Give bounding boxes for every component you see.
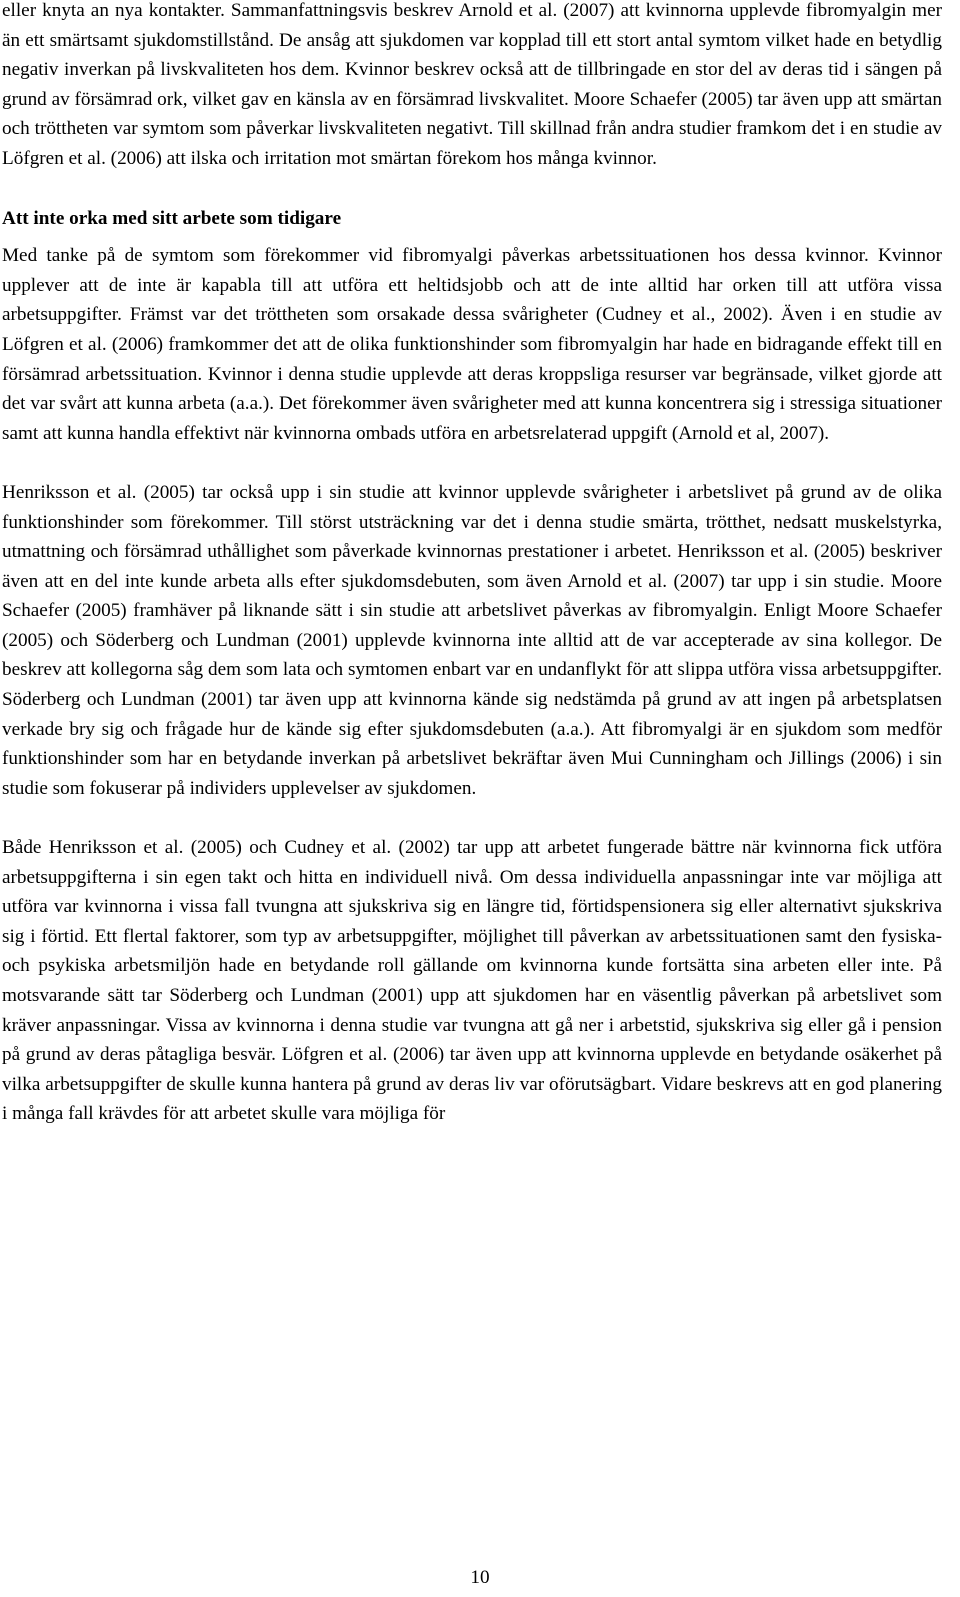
intro-paragraph: eller knyta an nya kontakter. Sammanfattningsvis beskrev Arnold et al. (2007) att kvinnorna upplevde fibromyalgin mer än ett smärtsamt sjukdomstillstånd. De ansåg att sjukdomen var kopplad till ett stort antal symtom vilket hade en betydlig negativ inverkan på livskvaliteten hos dem. Kvinnor beskrev också att de tillbringade en stor del av deras tid i sängen på grund av försämrad ork, vilket gav en känsla av en försämrad livskvalitet. Moore Schaefer (2005) tar även upp att smärtan och tröttheten var symtom som påverkar livskvaliteten negativt. Till skillnad från andra studier framkom det i en studie av Löfgren et al. (2006) att ilska och irritation mot smärtan förekom hos många kvinnor. (2, 0, 942, 169)
body-paragraph-1: Med tanke på de symtom som förekommer vid fibromyalgi påverkas arbetssituationen hos dessa kvinnor. Kvinnor upplever att de inte är kapabla till att utföra ett heltidsjobb och att de inte alltid har orken till att utföra vissa arbetsuppgifter. Främst var det tröttheten som orsakade dessa svårigheter (Cudney et al., 2002). Även i en studie av Löfgren et al. (2006) framkommer det att de olika funktionshinder som fibromyalgin har hade en bidragande effekt till en försämrad arbetssituation. Kvinnor i denna studie upplevde att deras kroppsliga resurser var begränsade, vilket gjorde att det var svårt att kunna arbeta (a.a.). Det förekommer även svårigheter med att kunna koncentrera sig i stressiga situationer samt att kunna handla effektivt när kvinnorna ombads utföra en arbetsrelaterad uppgift (Arnold et al, 2007). (2, 245, 942, 444)
section-heading: Att inte orka med sitt arbete som tidigare (2, 207, 342, 229)
page-number: 10 (470, 1567, 490, 1588)
body-paragraph-3: Både Henriksson et al. (2005) och Cudney et al. (2002) tar upp att arbetet fungerade bättre när kvinnorna fick utföra arbetsuppgifterna i sin egen takt och hitta en individuell nivå. Om dessa individuella anpassningar inte var möjliga att utföra var kvinnorna i vissa fall tvungna att sjukskriva sig en längre tid, förtidspensionera sig eller alternativt sjukskriva sig i förtid. Ett flertal faktorer, som typ av arbetsuppgifter, möjlighet till påverkan av arbetssituationen samt den fysiska- och psykiska arbetsmiljön hade en betydande roll gällande om kvinnorna kunde fortsätta sina arbeten eller inte. På motsvarande sätt tar Söderberg och Lundman (2001) upp att sjukdomen har en väsentlig påverkan på arbetslivet som kräver anpassningar. Vissa av kvinnorna i denna studie var tvungna att gå ner i arbetstid, sjukskriva sig eller gå i pension på grund av deras påtagliga besvär. Löfgren et al. (2006) tar även upp att kvinnorna upplevde en betydande osäkerhet på vilka arbetsuppgifter de skulle kunna hantera på grund av deras liv var oförutsägbart. Vidare beskrevs att en god planering i många fall krävdes för att arbetet skulle vara möjliga för (2, 837, 942, 1125)
document-body (2, 0, 942, 1129)
body-paragraph-2: Henriksson et al. (2005) tar också upp i sin studie att kvinnor upplevde svårigheter i arbetslivet på grund av de olika funktionshinder som förekommer. Till störst utsträckning var det i denna studie smärta, trötthet, nedsatt muskelstyrka, utmattning och försämrad uthållighet som påverkade kvinnornas prestationer i arbetet. Henriksson et al. (2005) beskriver även att en del inte kunde arbeta alls efter sjukdomsdebuten, som även Arnold et al. (2007) tar upp i sin studie. Moore Schaefer (2005) framhäver på liknande sätt i sin studie att arbetslivet påverkas av fibromyalgin. Enligt Moore Schaefer (2005) och Söderberg och Lundman (2001) upplevde kvinnorna inte alltid att de var accepterade av sina kollegor. De beskrev att kollegorna såg dem som lata och symtomen enbart var en undanflykt för att slippa utföra vissa arbetsuppgifter. Söderberg och Lundman (2001) tar även upp att kvinnorna kände sig nedstämda på grund av att ingen på arbetsplatsen verkade bry sig och frågade hur de kände sig efter sjukdomsdebuten (a.a.). Att fibromyalgi är en sjukdom som medför funktionshinder som har en betydande inverkan på arbetslivet bekräftar även Mui Cunningham och Jillings (2006) i sin studie som fokuserar på individers upplevelser av sjukdomen. (2, 481, 942, 799)
